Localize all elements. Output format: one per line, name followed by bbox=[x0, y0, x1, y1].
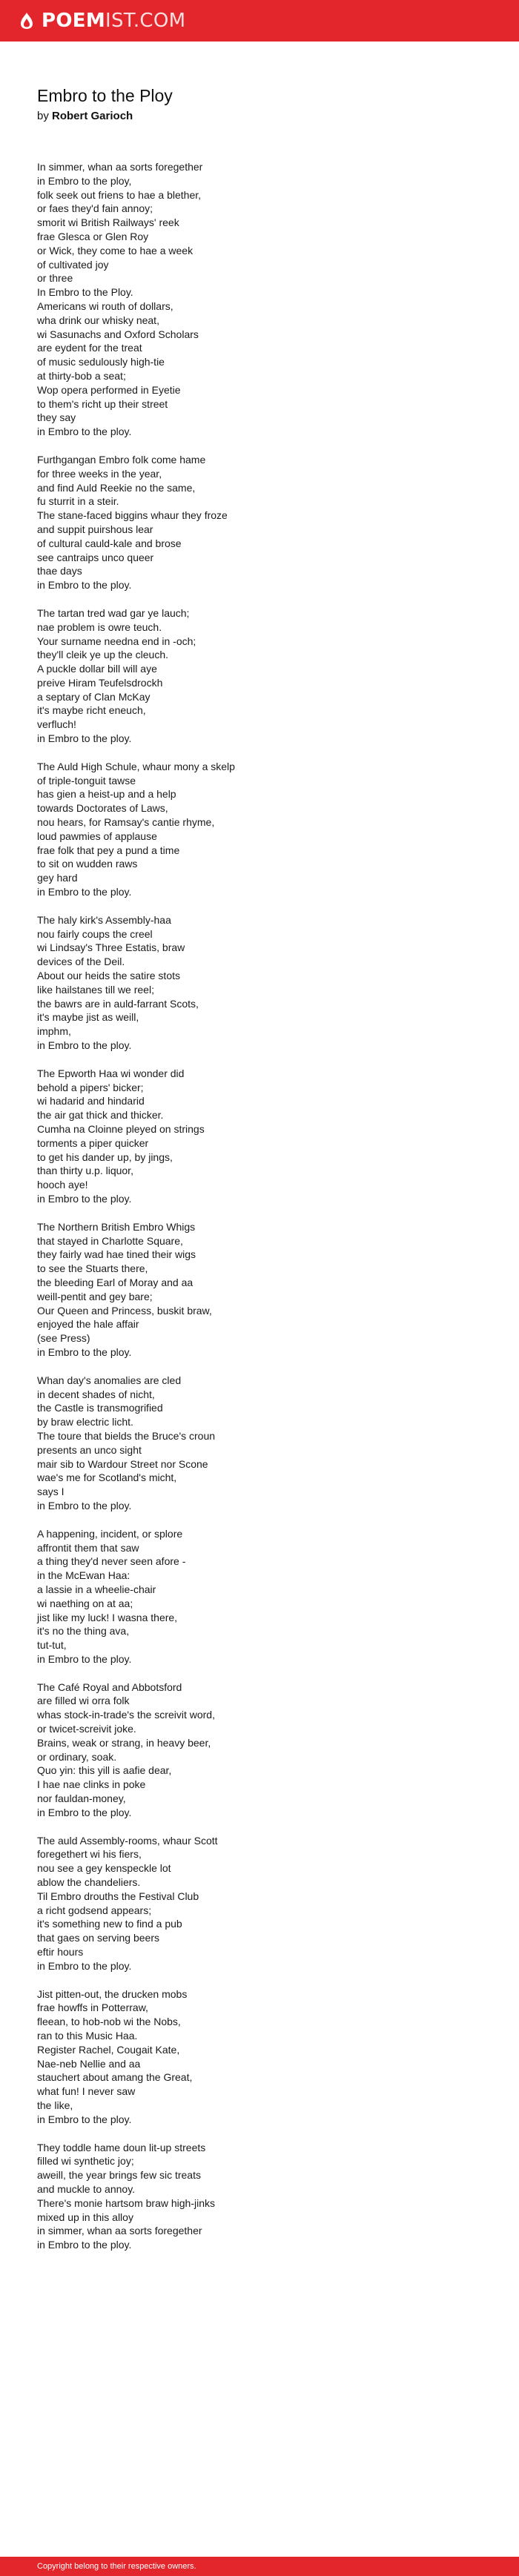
poem-line: enjoyed the hale affair bbox=[37, 1318, 139, 1331]
poem-line: fleean, to hob-nob wi the Nobs, bbox=[37, 2016, 181, 2028]
poem-line: mair sib to Wardour Street nor Scone bbox=[37, 1457, 208, 1470]
poem-line: nae problem is owre teuch. bbox=[37, 620, 162, 633]
poem-title: Embro to the Ploy bbox=[37, 86, 173, 105]
poem-line: I hae nae clinks in poke bbox=[37, 1778, 146, 1791]
poem-line: The Northern British Embro Whigs bbox=[37, 1220, 196, 1233]
poem-line: torments a piper quicker bbox=[37, 1136, 149, 1149]
poem-line: like hailstanes till we reel; bbox=[37, 983, 154, 996]
poem-line: presents an unco sight bbox=[37, 1443, 142, 1456]
poem-line: it's maybe jist as weill, bbox=[37, 1011, 139, 1024]
logo-text-light: IST.COM bbox=[105, 10, 186, 32]
poem-line: A puckle dollar bill will aye bbox=[37, 663, 157, 675]
poem-line: Our Queen and Princess, buskit braw, bbox=[37, 1304, 212, 1317]
poem-line: in Embro to the ploy. bbox=[37, 2113, 132, 2125]
stanza bbox=[37, 1527, 482, 1666]
stanza bbox=[37, 1374, 482, 1513]
poem-line: in Embro to the ploy. bbox=[37, 426, 132, 438]
poem-line: wha drink our whisky neat, bbox=[37, 314, 159, 326]
poem-line: hooch aye! bbox=[37, 1179, 88, 1191]
stanza bbox=[37, 1987, 482, 2127]
poem-line: wi naething on at aa; bbox=[37, 1597, 133, 1609]
poem-line: The tartan tred wad gar ye lauch; bbox=[37, 606, 190, 619]
poem-line: Cumha na Cloinne pleyed on strings bbox=[37, 1123, 205, 1135]
logo-text bbox=[42, 10, 185, 32]
poem-line: the like, bbox=[37, 2099, 73, 2111]
poem-line: ran to this Music Haa. bbox=[37, 2030, 138, 2042]
poem-line: than thirty u.p. liquor, bbox=[37, 1165, 133, 1177]
poem-line: in Embro to the ploy. bbox=[37, 886, 132, 898]
poem-line: in Embro to the ploy. bbox=[37, 1806, 132, 1818]
poem-line: wi hadarid and hindarid bbox=[37, 1095, 145, 1107]
poem-line: or three bbox=[37, 272, 73, 285]
poem-line: in Embro to the ploy. bbox=[37, 579, 132, 592]
poem-line: folk seek out friens to hae a blether, bbox=[37, 188, 202, 201]
poem-line: nou hears, for Ramsay's cantie rhyme, bbox=[37, 816, 215, 829]
poem-line: the Castle is transmogrified bbox=[37, 1402, 163, 1414]
poem-line: ablow the chandeliers. bbox=[37, 1876, 141, 1889]
poem-line: that gaes on serving beers bbox=[37, 1932, 159, 1944]
poem-line: The auld Assembly-rooms, whaur Scott bbox=[37, 1834, 218, 1847]
poem-line: nor fauldan-money, bbox=[37, 1792, 126, 1805]
stanza bbox=[37, 453, 482, 592]
poem-line: Whan day's anomalies are cled bbox=[37, 1374, 182, 1386]
poem-line: and muckle to annoy. bbox=[37, 2182, 136, 2195]
poem-line: The Auld High Schule, whaur mony a skelp bbox=[37, 760, 235, 772]
poem-byline bbox=[37, 110, 133, 122]
poem-line: of cultural cauld-kale and brose bbox=[37, 537, 182, 549]
poem-line: Jist pitten-out, the drucken mobs bbox=[37, 1987, 188, 2000]
poem-line: it's something new to find a pub bbox=[37, 1918, 182, 1930]
poem-line: in Embro to the ploy, bbox=[37, 174, 132, 187]
poem-line: The toure that bields the Bruce's croun bbox=[37, 1429, 216, 1442]
stanza bbox=[37, 913, 482, 1053]
poem-line: fu sturrit in a steir. bbox=[37, 495, 119, 508]
poem-line: There's monie hartsom braw high-jinks bbox=[37, 2196, 215, 2209]
poem-line: The Café Royal and Abbotsford bbox=[37, 1681, 182, 1693]
poem-line: Americans wi routh of dollars, bbox=[37, 299, 173, 312]
poem-line: Til Embro drouths the Festival Club bbox=[37, 1890, 199, 1902]
poem-line: the bleeding Earl of Moray and aa bbox=[37, 1276, 194, 1288]
poem-line: The stane-faced biggins whaur they froze bbox=[37, 509, 228, 522]
poem-line: they say bbox=[37, 411, 76, 424]
poem-line: in Embro to the ploy. bbox=[37, 1345, 132, 1358]
poem-line: Brains, weak or strang, in heavy beer, bbox=[37, 1736, 211, 1749]
poem-line: a thing they'd never seen afore - bbox=[37, 1555, 186, 1568]
copyright-text: Copyright belong to their respective owners. bbox=[37, 2562, 196, 2571]
poem-line: preive Hiram Teufelsdrockh bbox=[37, 676, 163, 689]
poem-line: About our heids the satire stots bbox=[37, 970, 180, 982]
poem-line: at thirty-bob a seat; bbox=[37, 369, 126, 382]
poem-line: imphm, bbox=[37, 1025, 71, 1038]
poem-line: towards Doctorates of Laws, bbox=[37, 802, 168, 815]
poemist-logo-icon bbox=[19, 12, 34, 30]
poem-line: and find Auld Reekie no the same, bbox=[37, 481, 196, 494]
poem-line: Nae-neb Nellie and aa bbox=[37, 2057, 141, 2070]
poem-line: to see the Stuarts there, bbox=[37, 1262, 148, 1275]
poem-line: what fun! I never saw bbox=[37, 2085, 136, 2098]
stanza bbox=[37, 1067, 482, 1206]
poem-body bbox=[37, 160, 482, 2266]
poem-line: to get his dander up, by jings, bbox=[37, 1150, 173, 1163]
poem-line: in Embro to the ploy. bbox=[37, 1652, 132, 1665]
poem-line: In simmer, whan aa sorts foregether bbox=[37, 161, 203, 173]
poem-line: affrontit them that saw bbox=[37, 1541, 139, 1554]
poem-line: stauchert about amang the Great, bbox=[37, 2071, 193, 2084]
poem-line: the air gat thick and thicker. bbox=[37, 1109, 164, 1122]
poem-line: that stayed in Charlotte Square, bbox=[37, 1234, 183, 1247]
poem-line: mixed up in this alloy bbox=[37, 2211, 133, 2223]
logo-text-bold: POEM bbox=[42, 10, 105, 32]
poem-line: it's maybe richt eneuch, bbox=[37, 704, 146, 717]
site-logo[interactable] bbox=[19, 0, 185, 42]
poem-line: The Epworth Haa wi wonder did bbox=[37, 1067, 185, 1079]
poem-line: whas stock-in-trade's the screivit word, bbox=[37, 1709, 215, 1721]
poem-line: devices of the Deil. bbox=[37, 956, 125, 968]
poem-line: or twicet-screivit joke. bbox=[37, 1723, 136, 1735]
poem-line: for three weeks in the year, bbox=[37, 467, 162, 480]
poem-line: it's no the thing ava, bbox=[37, 1625, 130, 1638]
poem-line: frae folk that pey a pund a time bbox=[37, 844, 180, 856]
byline-prefix: by bbox=[37, 110, 49, 122]
poem-line: wi Lindsay's Three Estatis, braw bbox=[37, 941, 185, 954]
poem-line: nou see a gey kenspeckle lot bbox=[37, 1862, 171, 1875]
poem-line: they'll cleik ye up the cleuch. bbox=[37, 649, 168, 661]
poem-line: loud pawmies of applause bbox=[37, 830, 157, 842]
poem-line: in Embro to the ploy. bbox=[37, 2239, 132, 2251]
poem-line: They toddle hame doun lit-up streets bbox=[37, 2141, 206, 2153]
poem-line: in Embro to the ploy. bbox=[37, 732, 132, 745]
poem-line: wae's me for Scotland's micht, bbox=[37, 1471, 177, 1484]
poem-line: behold a pipers' bicker; bbox=[37, 1081, 144, 1093]
poem-line: a lassie in a wheelie-chair bbox=[37, 1583, 156, 1595]
poem-line: or faes they'd fain annoy; bbox=[37, 202, 153, 215]
poem-line: to them's richt up their street bbox=[37, 397, 168, 410]
stanza bbox=[37, 1220, 482, 1360]
poem-line: Quo yin: this yill is aafie dear, bbox=[37, 1764, 172, 1777]
stanza bbox=[37, 606, 482, 746]
poem-line: or ordinary, soak. bbox=[37, 1750, 117, 1763]
poem-line: In Embro to the Ploy. bbox=[37, 286, 133, 299]
poem-line: Wop opera performed in Eyetie bbox=[37, 383, 181, 396]
poem-line: wi Sasunachs and Oxford Scholars bbox=[37, 328, 199, 340]
poem-line: of music sedulously high-tie bbox=[37, 356, 165, 368]
poem-line: nou fairly coups the creel bbox=[37, 927, 153, 940]
poem-line: in simmer, whan aa sorts foregether bbox=[37, 2225, 202, 2237]
poem-line: are filled wi orra folk bbox=[37, 1695, 130, 1707]
poem-line: a septary of Clan McKay bbox=[37, 690, 151, 703]
poem-line: says I bbox=[37, 1486, 65, 1498]
poem-line: they fairly wad hae tined their wigs bbox=[37, 1248, 196, 1261]
poem-author[interactable]: Robert Garioch bbox=[52, 110, 133, 122]
poem-line: to sit on wudden raws bbox=[37, 858, 138, 870]
poem-line: and suppit puirshous lear bbox=[37, 523, 153, 535]
poem-line: thae days bbox=[37, 565, 82, 577]
poem-line: Furthgangan Embro folk come hame bbox=[37, 453, 206, 466]
poem-line: weill-pentit and gey bare; bbox=[37, 1290, 153, 1302]
poem-line: a richt godsend appears; bbox=[37, 1904, 152, 1916]
poem-line: in decent shades of nicht, bbox=[37, 1388, 155, 1400]
poem-line: foregethert wi his fiers, bbox=[37, 1848, 142, 1861]
poem-line: (see Press) bbox=[37, 1332, 90, 1345]
poem-line: in Embro to the ploy. bbox=[37, 1039, 132, 1052]
poem-line: A happening, incident, or splore bbox=[37, 1527, 183, 1540]
poem-line: gey hard bbox=[37, 872, 78, 884]
poem-line: has gien a heist-up and a help bbox=[37, 788, 176, 801]
stanza bbox=[37, 160, 482, 439]
poem-line: smorit wi British Railways' reek bbox=[37, 216, 179, 229]
poem-line: in Embro to the ploy. bbox=[37, 1192, 132, 1205]
poem-line: Register Rachel, Cougait Kate, bbox=[37, 2043, 180, 2056]
poem-line: frae Glesca or Glen Roy bbox=[37, 230, 149, 242]
poem-line: by braw electric licht. bbox=[37, 1416, 133, 1428]
stanza bbox=[37, 2141, 482, 2252]
poem-line: the bawrs are in auld-farrant Scots, bbox=[37, 997, 199, 1010]
poem-line: verfluch! bbox=[37, 718, 76, 731]
poem-line: or Wick, they come to hae a week bbox=[37, 244, 194, 256]
stanza bbox=[37, 1834, 482, 1973]
stanza bbox=[37, 760, 482, 899]
poem-line: filled wi synthetic joy; bbox=[37, 2155, 134, 2168]
stanza bbox=[37, 1681, 482, 1820]
poem-line: of triple-tonguit tawse bbox=[37, 774, 136, 787]
site-footer bbox=[0, 2557, 519, 2576]
poem-line: The haly kirk's Assembly-haa bbox=[37, 913, 171, 926]
poem-line: eftir hours bbox=[37, 1946, 84, 1959]
poem-line: in the McEwan Haa: bbox=[37, 1569, 130, 1582]
poem-line: frae howffs in Potterraw, bbox=[37, 2001, 148, 2014]
poem-line: tut-tut, bbox=[37, 1639, 67, 1652]
poem-line: are eydent for the treat bbox=[37, 342, 142, 354]
poem-line: Your surname needna end in -och; bbox=[37, 635, 196, 647]
poem-line: of cultivated joy bbox=[37, 258, 109, 271]
poem-line: jist like my luck! I wasna there, bbox=[37, 1611, 178, 1623]
poem-line: aweill, the year brings few sic treats bbox=[37, 2169, 201, 2182]
poem-line: see cantraips unco queer bbox=[37, 551, 154, 563]
site-header bbox=[0, 0, 519, 42]
poem-line: in Embro to the ploy. bbox=[37, 1959, 132, 1972]
poem-line: in Embro to the ploy. bbox=[37, 1499, 132, 1512]
